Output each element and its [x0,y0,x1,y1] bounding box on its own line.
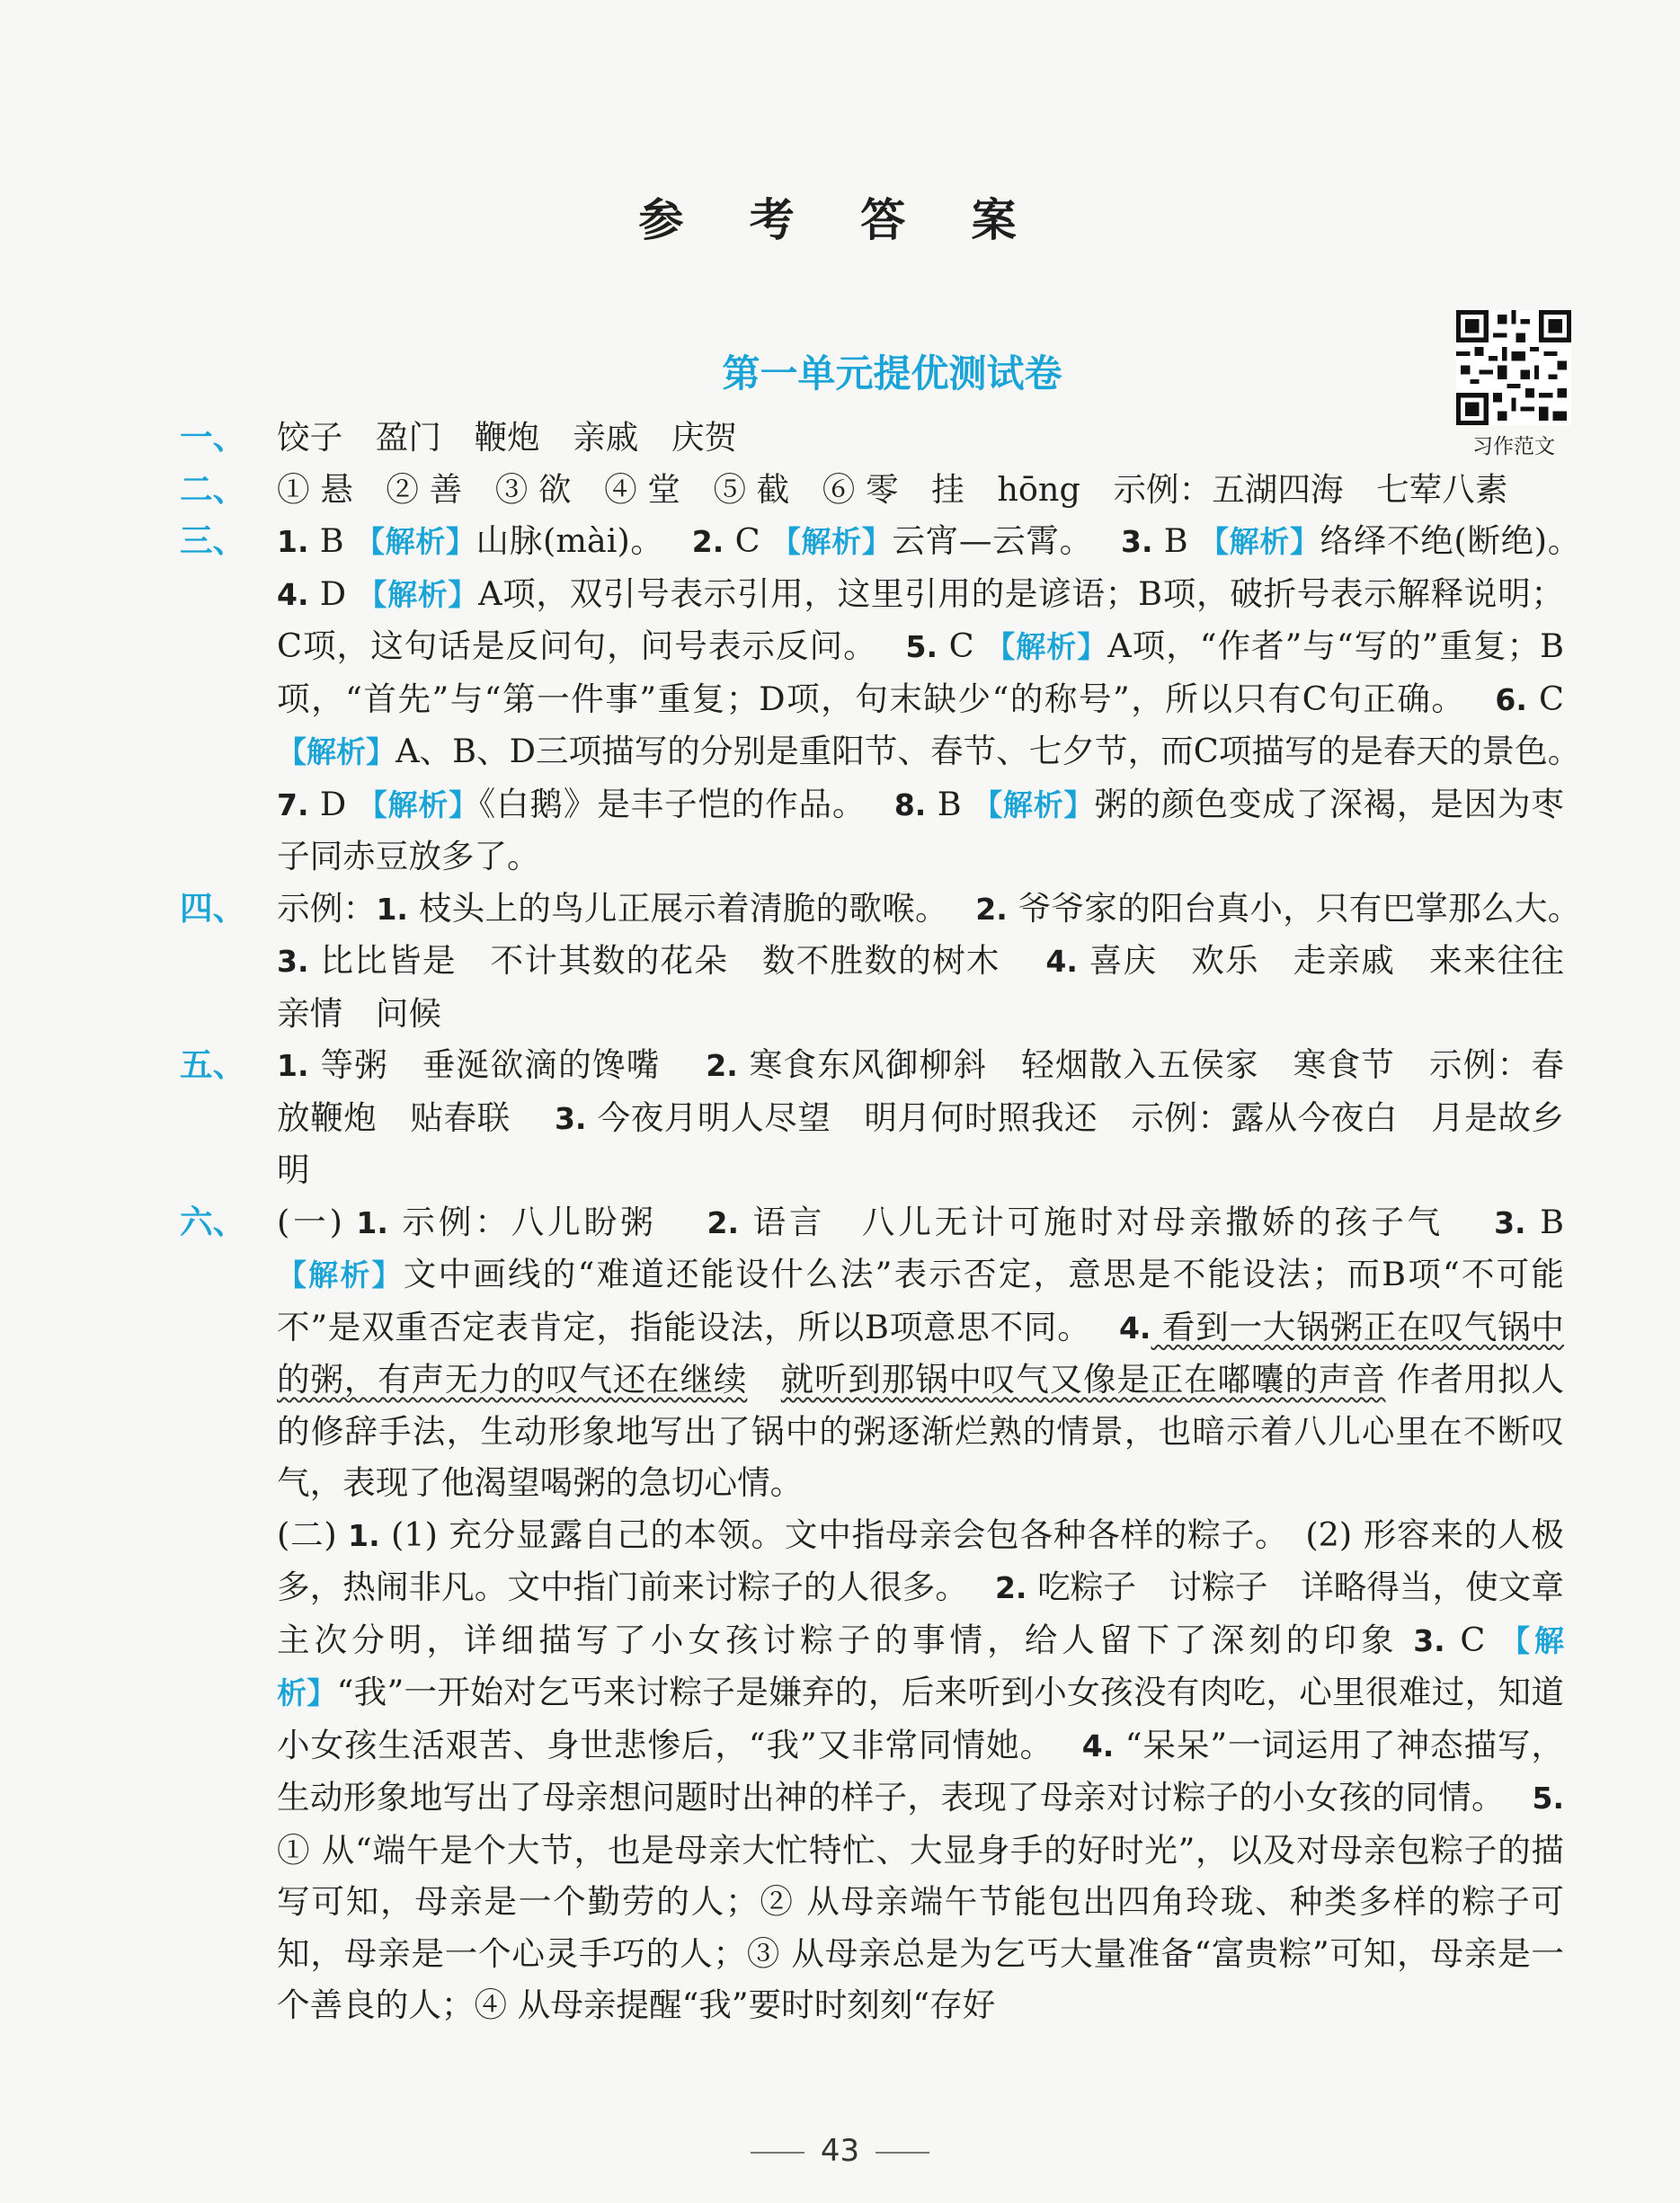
question-number: 3. [1413,1622,1445,1658]
answer-text: 枝头上的鸟儿正展示着清脆的歌喉。 [407,888,965,928]
answer-letter: C [938,626,986,665]
question-number: 5. [1532,1781,1564,1816]
analysis-text: A、B、D三项描写的分别是重阳节、春节、七夕节，而C项描写的是春天的景色。 [396,732,1597,770]
answer-text: “呆呆”一词运用了神态描写，生动形象地写出了母亲想问题时出神的样子，表现了母亲对讨粽子的小女孩的同情。 [277,1725,1565,1817]
answer-text: 喜庆 欢乐 走亲戚 来来往往 亲情 问候 [277,941,1597,1033]
question-number: 2. [707,1204,740,1240]
analysis-tag: 【解析】 [1198,524,1320,559]
section-6-part-2 [180,1509,1564,2031]
analysis-text: 络绎不绝(断绝)。 [1320,521,1597,560]
analysis-tag: 【解析】 [357,576,479,612]
analysis-tag: 【解析】 [770,524,893,559]
answer-text: (1) 充分显露自己的本领。文中指母亲会包各种各样的粽子。 (2) 形容来的人极多，热闹非凡。文中指门前来讨粽子的人很多。 [277,1515,1565,1606]
analysis-text: A项，双引号表示引用，这里引用的是谚语；B项，破折号表示解释说明；C项，这句话是反问句，问号表示反问。 [277,573,1564,665]
unit-title: 第一单元提优测试卷 [722,351,1062,395]
analysis-tag: 【解析】 [354,524,476,559]
analysis-text: “我”一开始对乞丐来讨粽子是嫌弃的，后来听到小女孩没有肉吃，心里很难过，知道小女孩生活艰苦、身世悲惨后，“我”又非常同情她。 [277,1673,1565,1764]
section-3 [180,515,1597,883]
page-title: 参 考 答 案 [638,193,1042,246]
analysis-text: 《白鹅》是丰子恺的作品。 [478,784,884,823]
analysis-text: 粥的颜色变成了深褐，是因为枣子同赤豆放多了。 [277,784,1564,875]
answer-letter: C [1444,1620,1500,1659]
section-text: ① 悬 ② 善 ③ 欲 ④ 堂 ⑤ 截 ⑥ 零 挂 hōng 示例：五湖四海 七荤八素 [277,469,1508,509]
spacer [747,1360,780,1399]
question-number: 7. [277,786,309,822]
question-number: 2. [691,524,724,559]
analysis-text: A项，“作者”与“写的”重复；B项，“首先”与“第一件事”重复；D项，句末缺少“的称号”，所以只有C句正确。 [277,626,1564,718]
question-number: 1. [277,1048,309,1083]
analysis-tag: 【解析】 [277,1257,404,1292]
analysis-tag: 【解析】 [357,786,479,822]
answer-text: 今夜月明人尽望 明月何时照我还 示例：露从今夜白 月是故乡明 [277,1097,1564,1189]
part-label: (一) [277,1202,357,1241]
answer-text: 语言 八儿无计可施时对母亲撒娇的孩子气 [739,1202,1480,1241]
question-number: 3. [554,1100,587,1136]
section-2 [180,464,1564,516]
question-number: 3. [1121,524,1153,559]
analysis-tag: 【解析】 [973,786,1095,822]
footer-dash [751,2152,804,2154]
answer-text: 比比皆是 不计其数的花朵 数不胜数的树木 [308,941,1035,980]
page-footer [0,2133,1680,2169]
answer-text: 等粥 垂涎欲滴的馋嘴 [308,1045,695,1084]
analysis-tag: 【解析】 [277,734,396,769]
question-number: 6. [1495,681,1527,717]
answer-letter: B [1152,521,1199,560]
question-number: 1. [356,1204,388,1240]
answer-text: 作者用拟人的修辞手法，生动形象地写出了锅中的粥逐渐烂熟的情景，也暗示着八儿心里在不断叹气，表现了他渴望喝粥的急切心情。 [277,1360,1564,1502]
answer-letter: C [1526,679,1564,718]
question-number: 4. [1081,1728,1115,1763]
answer-letter: C [724,521,771,560]
section-1 [180,412,1564,464]
answer-letter: B [308,521,355,560]
section-text: 饺子 盈门 鞭炮 亲戚 庆贺 [277,418,738,457]
question-number: 3. [277,944,309,979]
answer-text: 爷爷家的阳台真小，只有巴掌那么大。 [1007,888,1597,928]
analysis-tag: 【解析】 [985,629,1108,664]
answer-text: 吃粽子 讨粽子 详略得当，使文章主次分明，详细描写了小女孩讨粽子的事情，给人留下了深刻的印象 [277,1568,1564,1659]
question-number: 1. [348,1517,380,1553]
question-number: 2. [994,1570,1027,1605]
analysis-text: 云宵—云霄。 [892,521,1110,560]
answer-text: ① 从“端午是个大节，也是母亲大忙特忙、大显身手的好时光”，以及对母亲包粽子的描写可知，母亲是一个勤劳的人；② 从母亲端午节能包出四角玲珑、种类多样的粽子可知，母亲是一个心灵手巧的人；③ 从母亲总是为乞丐大量准备“富贵粽”可知，母亲是一个善良的人；④ 从母亲提醒“我”要时时刻刻“存好 [277,1830,1564,2024]
qr-code-icon[interactable] [1456,310,1571,425]
qr-caption: 习作范文 [1472,435,1555,458]
page-number: 43 [820,2133,860,2169]
question-number: 8. [893,786,927,822]
question-number: 5. [905,629,938,664]
underlined-quote: 看到一大锅粥正在叹气锅中的粥，有声无力的叹气还在继续 [277,1307,1564,1399]
question-number: 2. [706,1048,738,1083]
answer-letter: B [926,784,973,823]
question-number: 2. [975,891,1008,927]
answer-letter: D [308,573,358,613]
question-number: 4. [1045,944,1078,979]
analysis-text: 山脉(mài)。 [476,521,681,560]
answer-letter: B [1525,1202,1564,1241]
answer-letter: D [308,784,358,823]
underlined-quote: 就听到那锅中叹气又像是正在嘟囔的声音 [780,1360,1386,1399]
section-6 [180,1196,1564,1509]
section-number: 一、 [180,418,246,457]
section-4 [180,883,1597,1040]
section-number: 三、 [180,521,246,560]
question-number: 3. [1494,1204,1526,1240]
answer-text: 示例：八儿盼粥 [387,1202,693,1241]
analysis-text: 文中画线的“难道还能设什么法”表示否定，意思是不能设法；而B项“不可能不”是双重否定表肯定，指能设法，所以B项意思不同。 [277,1255,1565,1346]
example-label: 示例： [277,888,377,928]
footer-dash [876,2152,929,2154]
question-number: 4. [1118,1310,1151,1346]
answer-text: 寒食东风御柳斜 轻烟散入五侯家 寒食节 示例：春 放鞭炮 贴春联 [277,1045,1597,1137]
section-5 [180,1039,1597,1196]
section-number: 五、 [180,1045,246,1084]
part-label: (二) [277,1515,349,1554]
section-number: 六、 [180,1202,246,1241]
analysis-tag: 【解析】 [277,1622,1564,1710]
answer-body [180,412,1597,2031]
question-number: 4. [277,576,309,612]
section-number: 四、 [180,888,246,928]
section-number: 二、 [180,469,246,509]
question-number: 1. [277,524,309,559]
question-number: 1. [376,891,408,927]
